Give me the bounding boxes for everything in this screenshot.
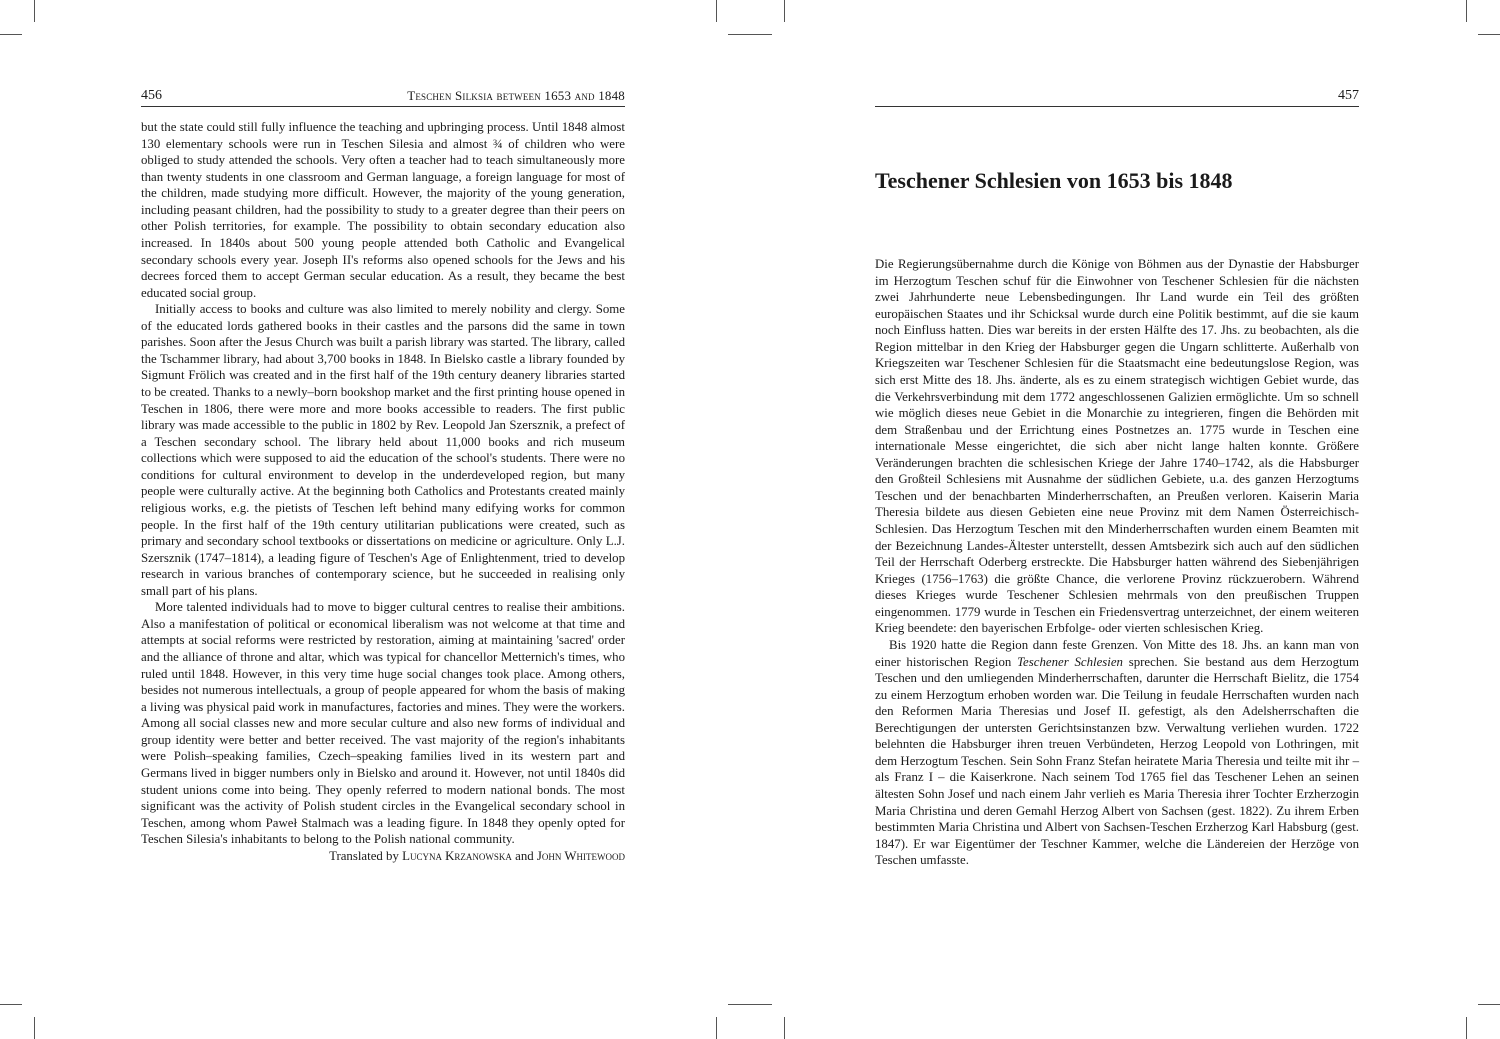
crop-mark (0, 34, 22, 35)
crop-mark (728, 1004, 772, 1005)
crop-mark (1478, 34, 1500, 35)
crop-mark (0, 1004, 22, 1005)
running-title: Teschen Silksia between 1653 and 1848 (407, 88, 625, 103)
translator-credit (141, 848, 625, 865)
credit-prefix: Translated by (329, 848, 403, 863)
crop-mark (1478, 1004, 1500, 1005)
body-text (875, 256, 1359, 869)
crop-mark (34, 1017, 35, 1039)
running-head (141, 86, 625, 107)
paragraph: More talented individuals had to move to bigger cultural centres to realise their ambitions. Also a manifestation of political or economical liberalism was not welcome at that time and attempts at social reforms were restricted by restoration, aiming at maintaining 'sacred' order and the alliance of throne and altar, which was typical for chancellor Metternich's times, who ruled until 1848. However, in this very time huge social changes took place. Among others, besides not numerous intellectuals, a group of people appeared for whom the basis of making a living was physical paid work in manufactures, factories and mines. They were the workers. Among all social classes new and more secular culture and also new forms of individual and group identity were better and better received. The vast majority of the region's inhabitants were Polish–speaking families, Czech–speaking families lived in its western part and Germans lived in bigger numbers only in Bielsko and around it. However, not until 1840s did student unions come into being. They openly referred to modern national bonds. The most significant was the activity of Polish student circles in the Evangelical secondary school in Teschen, among whom Paweł Stalmach was a leading figure. In 1848 they openly opted for Teschen Silesia's inhabitants to belong to the Polish national community. (141, 600, 625, 847)
crop-mark (1466, 1017, 1467, 1039)
translator-name: Lucyna Krzanowska (402, 848, 512, 863)
credit-and: and (511, 848, 537, 863)
paragraph: but the state could still fully influence the teaching and upbringing process. Until 1848 almost 130 elementary schools were run in Teschen Silesia and almost ¾ of children who were obliged to study attended the schools. Very often a teacher had to teach simultaneously more than twenty students in one classroom and German language, a foreign language for most of the children, made studying more difficult. However, the majority of the young generation, including peasant children, had the possibility to study to a greater degree than their peers on other Polish territories, for example. The possibility to obtain secondary education also increased. In 1840s about 500 young people attended both Catholic and Evangelical secondary schools every year. Joseph II's reforms also opened schools for the Jews and his decrees forced them to accept German secular education. As a result, they became the best educated social group. (141, 120, 625, 300)
page-number: 457 (1338, 88, 1359, 103)
paragraph: Die Regierungsübernahme durch die Könige von Böhmen aus der Dynastie der Habsburger im Herzogtum Teschen schuf für die Einwohner von Teschener Schlesien für die nächsten zwei Jahrhunderte neue Lebensbedingungen. Ihr Land wurde ein Teil des größten europäischen Staates und ihr Schicksal wurde durch eine Politik bestimmt, auf die sie kaum noch Einfluss hatten. Dies war bereits in der ersten Hälfte des 17. Jhs. zu beobachten, als die Region mittelbar in den Krieg der Habsburger gegen die Ungarn schlitterte. Außerhalb von Kriegszeiten war Teschener Schlesien für die Staatsmacht eine bedeutungslose Region, was sich erst Mitte des 18. Jhs. änderte, als es zu einem strategisch wichtigen Gebiet wurde, das die Verkehrsverbindung mit dem 1772 angeschlossenen Galizien ermöglichte. Um so schnell wie möglich dieses neue Gebiet in die Monarchie zu integrieren, fingen die Behörden mit dem Straßenbau und der Errichtung eines Postnetzes an. 1775 wurde in Teschen eine internationale Messe eingerichtet, die sich aber nicht lange halten konnte. Größere Veränderungen brachten die schlesischen Kriege der Jahre 1740–1742, als die Habsburger den Großteil Schlesiens mit Ausnahme der südlichen Gebiete, u.a. des ganzen Herzogtums Teschen und der benachbarten Minderherrschaften, an Preußen verloren. Kaiserin Maria Theresia bildete aus diesen Gebieten eine neue Provinz mit dem Namen Österreichisch-Schlesien. Das Herzogtum Teschen mit den Minderherrschaften wurden einem Beamten mit der Bezeichnung Landes-Ältester unterstellt, dessen Amtsbezirk sich auch auf den südlichen Teil der Herrschaft Oderberg erstreckte. Die Habsburger hatten während des Siebenjährigen Krieges (1756–1763) die größte Chance, die verlorene Provinz rückzuerobern. Während dieses Krieges wurde Teschener Schlesien mehrmals von den preußischen Truppen eingenommen. 1779 wurde in Teschen ein Friedensvertrag unterzeichnet, der einem weiteren Krieg beendete: den bayerischen Erbfolge- oder vierten schlesischen Krieg. (875, 257, 1359, 636)
chapter-title: Teschener Schlesien von 1653 bis 1848 (875, 168, 1233, 193)
crop-mark (1466, 0, 1467, 22)
paragraph-text: sprechen. Sie bestand aus dem Herzogtum Teschen und den umliegenden Minderherrschaften, darunter die Herrschaft Bielitz, die 1754 zu einem Herzogtum erhoben worden war. Die Teilung in feudale Herrschaften wurden nach den Reformen Maria Theresias und Josef II. gefestigt, als den Adelsherrschaften die Berechtigungen der untersten Gerichtsinstanzen bzw. Verwaltung verliehen wurden. 1722 belehnten die Habsburger ihren treuen Verbündeten, Herzog Leopold von Lothringen, mit dem Herzogtum Teschen. Sein Sohn Franz Stefan heiratete Maria Theresia und teilte mit ihr – als Franz I – die Kaiserkrone. Nach seinem Tod 1765 fiel das Teschener Lehen an seinen ältesten Sohn Josef und nach einem Jahr verlieh es Maria Theresia ihrer Tochter Erzherzogin Maria Christina und deren Gemahl Herzog Albert von Sachsen (gest. 1822). Zu ihrem Erben bestimmten Maria Christina und Albert von Sachsen-Teschen Erzherzog Karl Habsburg (gest. 1847). Er war Eigentümer der Teschner Kammer, welche die Ländereien der Herzöge von Teschen umfasste. (875, 654, 1359, 868)
page-number: 456 (141, 88, 162, 103)
paragraph (875, 637, 1359, 869)
paragraph-text: Bis 1920 hatte die Region dann feste Grenzen. Von Mitte des 18. Jhs. an kann man von einer historischen Region (875, 637, 1359, 669)
crop-mark (784, 1017, 785, 1039)
body-text (141, 119, 625, 864)
crop-mark (716, 1017, 717, 1039)
crop-mark (34, 0, 35, 22)
italic-term: Teschener Schlesien (1017, 654, 1123, 669)
crop-mark (716, 0, 717, 22)
translator-name: John Whitewood (536, 848, 625, 863)
running-head (875, 86, 1359, 107)
crop-mark (784, 0, 785, 22)
crop-mark (728, 34, 772, 35)
paragraph: Initially access to books and culture was also limited to merely nobility and clergy. Some of the educated lords gathered books in their castles and the parsons did the same in town parishes. Soon after the Jesus Church was built a parish library was started. The library, called the Tschammer library, had about 3,700 books in 1848. In Bielsko castle a library founded by Sigmunt Frölich was created and in the first half of the 19th century deanery libraries started to be created. Thanks to a newly–born bookshop market and the first printing house opened in Teschen in 1806, there were more and more books accessible to readers. The first public library was made accessible to the public in 1802 by Rev. Leopold Jan Szersznik, a prefect of a Teschen secondary school. The library held about 11,000 books and rich museum collections which were supposed to aid the education of the school's students. There were no conditions for cultural environment to develop in the underdeveloped region, but many people were culturally active. At the beginning both Catholics and Protestants created mainly religious works, e.g. the pietists of Teschen left behind many edifying works for common people. In the first half of the 19th century utilitarian publications were created, such as primary and secondary school textbooks or dissertations on medicine or agriculture. Only L.J. Szersznik (1747–1814), a leading figure of Teschen's Age of Enlightenment, tried to develop research in various branches of contemporary science, but he succeeded in realising only small part of his plans. (141, 302, 625, 598)
